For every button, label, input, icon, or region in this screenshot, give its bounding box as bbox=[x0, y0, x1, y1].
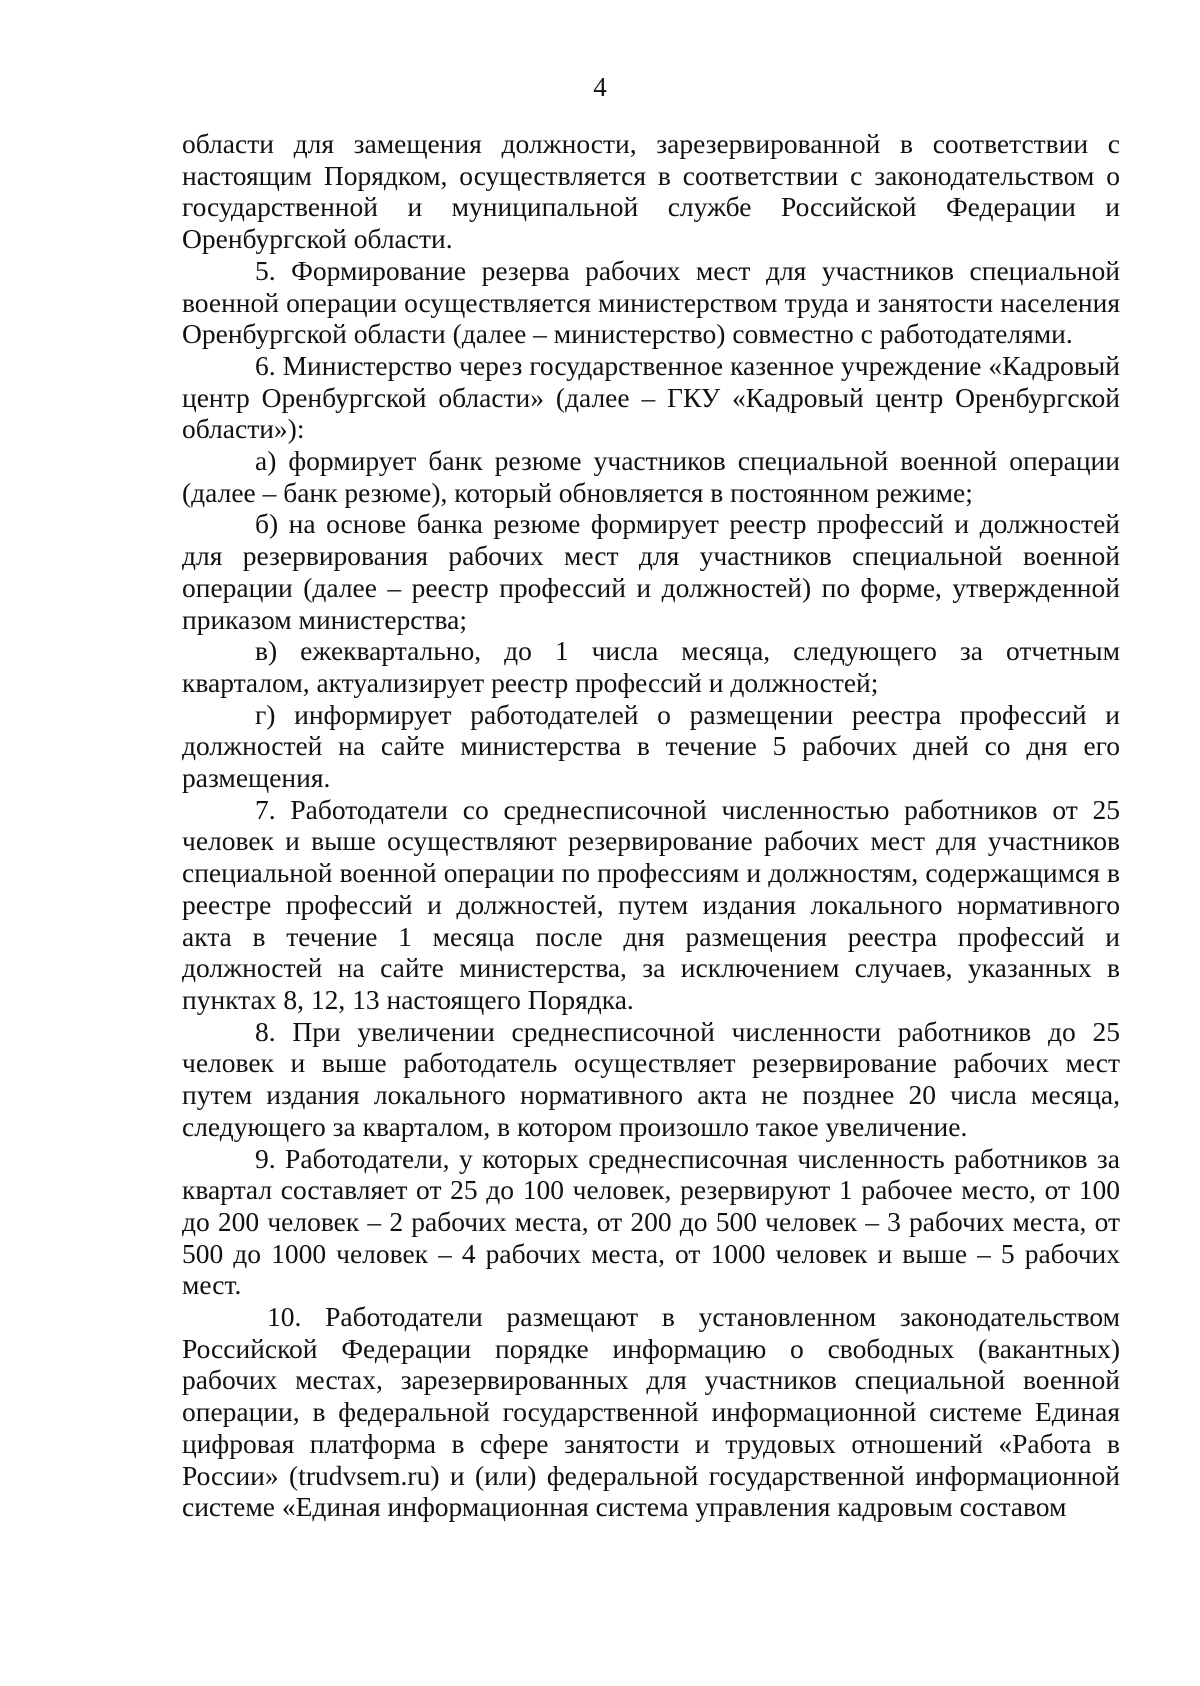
paragraph-item-6: 6. Министерство через государственное казенное учреждение «Кадровый центр Оренбургской области» (далее – ГКУ «Кадровый центр Оренбургской области»): bbox=[182, 349, 1120, 445]
paragraph-subitem-a: а) формирует банк резюме участников специальной военной операции (далее – банк резюме), который обновляется в постоянном режиме; bbox=[182, 445, 1120, 508]
paragraph-item-8: 8. При увеличении среднесписочной численности работников до 25 человек и выше работодатель осуществляет резервирование рабочих мест путем издания локального нормативного акта не позднее 20 числа месяца, следующего за кварталом, в котором произошло такое увеличение. bbox=[182, 1015, 1120, 1142]
paragraph-item-7: 7. Работодатели со среднесписочной численностью работников от 25 человек и выше осуществляют резервирование рабочих мест для участников специальной военной операции по профессиям и должностям, содержащимся в реестре профессий и должностей, путем издания локального нормативного акта в течение 1 месяца после дня размещения реестра профессий и должностей на сайте министерства, за исключением случаев, указанных в пунктах 8, 12, 13 настоящего Порядка. bbox=[182, 793, 1120, 1015]
paragraph-subitem-g: г) информирует работодателей о размещении реестра профессий и должностей на сайте министерства в течение 5 рабочих дней со дня его размещения. bbox=[182, 698, 1120, 794]
paragraph-subitem-v: в) ежеквартально, до 1 числа месяца, следующего за отчетным кварталом, актуализирует реестр профессий и должностей; bbox=[182, 635, 1120, 698]
paragraph-item-5: 5. Формирование резерва рабочих мест для участников специальной военной операции осуществляется министерством труда и занятости населения Оренбургской области (далее – министерство) совместно с работодателями. bbox=[182, 254, 1120, 350]
paragraph-item-9: 9. Работодатели, у которых среднесписочная численность работников за квартал составляет от 25 до 100 человек, резервируют 1 рабочее место, от 100 до 200 человек – 2 рабочих места, от 200 до 500 человек – 3 рабочих места, от 500 до 1000 человек – 4 рабочих места, от 1000 человек и выше – 5 рабочих мест. bbox=[182, 1142, 1120, 1301]
page-number: 4 bbox=[593, 72, 607, 102]
document-body bbox=[182, 128, 1120, 1523]
paragraph-subitem-b: б) на основе банка резюме формирует реестр профессий и должностей для резервирования рабочих мест для участников специальной военной операции (далее – реестр профессий и должностей) по форме, утвержденной приказом министерства; bbox=[182, 508, 1120, 635]
paragraph-continuation: области для замещения должности, зарезервированной в соответствии с настоящим Порядком, осуществляется в соответствии с законодательством о государственной и муниципальной службе Российской Федерации и Оренбургской области. bbox=[182, 128, 1120, 255]
paragraph-item-10: 10. Работодатели размещают в установленном законодательством Российской Федерации порядке информацию о свободных (вакантных) рабочих местах, зарезервированных для участников специальной военной операции, в федеральной государственной информационной системе Единая цифровая платформа в сфере занятости и трудовых отношений «Работа в России» (trudvsem.ru) и (или) федеральной государственной информационной системе «Единая информационная система управления кадровым составом bbox=[182, 1301, 1120, 1523]
